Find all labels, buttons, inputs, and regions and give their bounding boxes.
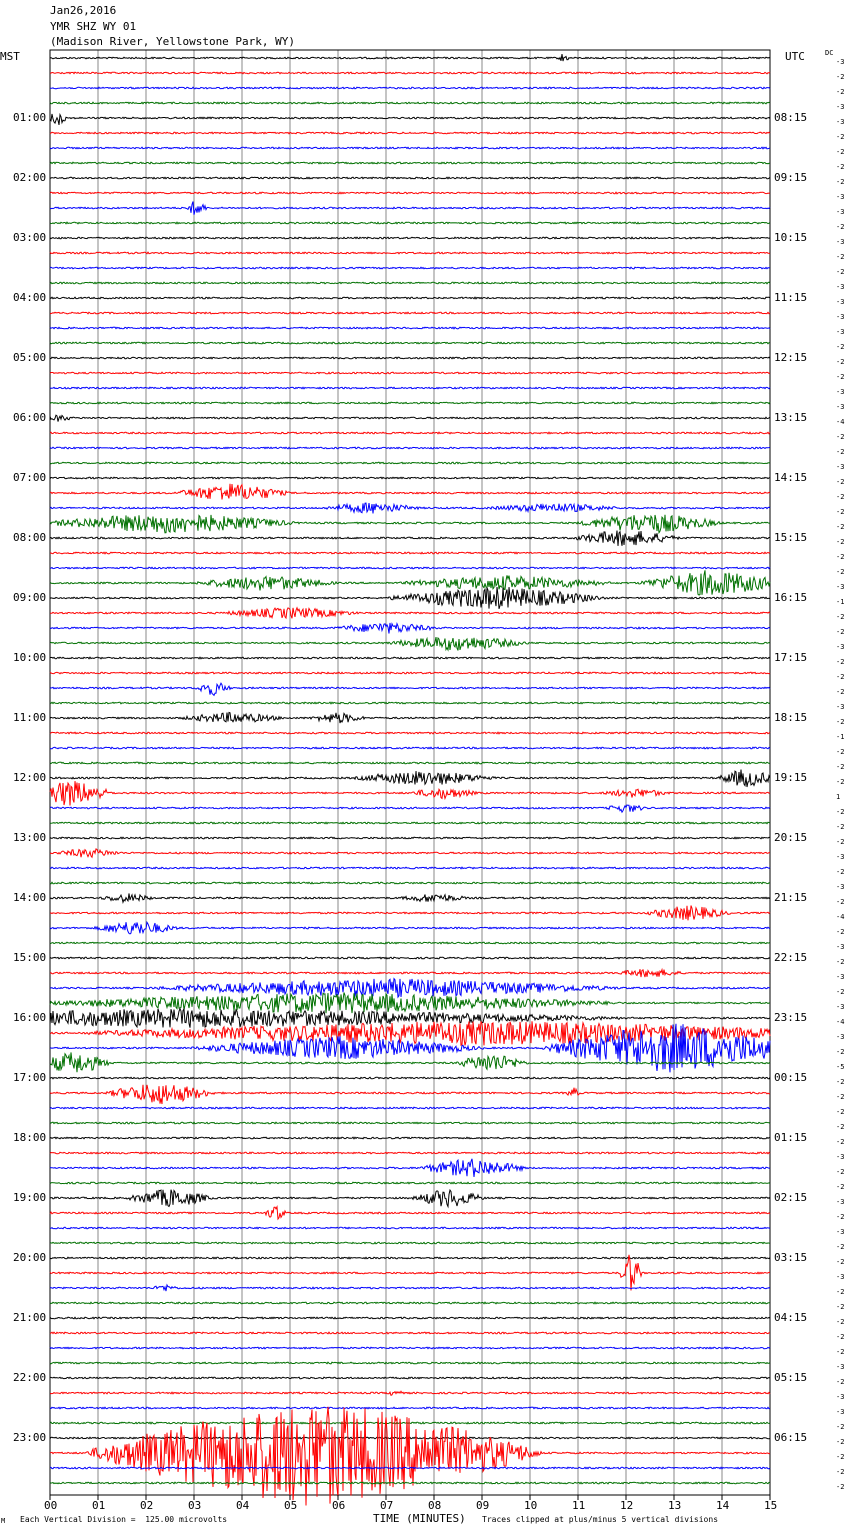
trace-row xyxy=(50,1317,770,1319)
trace-row xyxy=(50,587,770,609)
dc-value: -2 xyxy=(836,988,845,996)
right-hour-label: 21:15 xyxy=(774,891,808,904)
header-station: YMR SHZ WY 01 xyxy=(50,20,137,33)
trace-row xyxy=(50,237,770,239)
right-hour-label: 15:15 xyxy=(774,531,808,544)
dc-value: -2 xyxy=(836,343,845,351)
x-tick-label: 10 xyxy=(524,1499,538,1512)
right-hour-label: 13:15 xyxy=(774,411,808,424)
trace-row xyxy=(50,531,770,546)
dc-value: -2 xyxy=(836,1138,845,1146)
dc-value: -3 xyxy=(836,1408,845,1416)
dc-value: 1 xyxy=(836,793,841,801)
dc-value: -3 xyxy=(836,883,845,891)
dc-value: -2 xyxy=(836,1288,845,1296)
dc-value: -3 xyxy=(836,1153,845,1161)
dc-value: -3 xyxy=(836,1033,845,1041)
trace-row xyxy=(50,762,770,764)
scale-note: Each Vertical Division = 125.00 microvolts xyxy=(20,1515,228,1524)
trace-row xyxy=(50,102,770,104)
dc-value: -2 xyxy=(836,673,845,681)
dc-value: -2 xyxy=(836,898,845,906)
dc-value: -2 xyxy=(836,1348,845,1356)
dc-value: -3 xyxy=(836,1393,845,1401)
trace-row xyxy=(50,805,770,812)
right-hour-label: 22:15 xyxy=(774,951,808,964)
trace-row xyxy=(50,1052,770,1072)
trace-row xyxy=(50,1407,770,1409)
trace-row xyxy=(50,683,770,695)
dc-value: -2 xyxy=(836,253,845,261)
dc-value: -3 xyxy=(836,973,845,981)
dc-value: -2 xyxy=(836,613,845,621)
dc-value: -3 xyxy=(836,943,845,951)
dc-value: -2 xyxy=(836,358,845,366)
trace-row xyxy=(50,1391,770,1395)
dc-value: -1 xyxy=(836,733,845,741)
dc-value: -3 xyxy=(836,463,845,471)
dc-value: -2 xyxy=(836,1468,845,1476)
dc-value: -2 xyxy=(836,1108,845,1116)
x-axis-title: TIME (MINUTES) xyxy=(373,1512,466,1525)
trace-row xyxy=(50,1242,770,1244)
trace-row xyxy=(50,1285,770,1291)
dc-value: -2 xyxy=(836,808,845,816)
right-hour-label: 18:15 xyxy=(774,711,808,724)
dc-value: -2 xyxy=(836,553,845,561)
trace-row xyxy=(50,515,770,533)
right-hour-label: 23:15 xyxy=(774,1011,808,1024)
trace-row xyxy=(50,849,770,857)
trace-row xyxy=(50,402,770,404)
trace-row xyxy=(50,162,770,164)
dc-value: -3 xyxy=(836,208,845,216)
trace-row xyxy=(50,1257,770,1259)
dc-value: -2 xyxy=(836,1258,845,1266)
right-hour-label: 12:15 xyxy=(774,351,808,364)
dc-value: -3 xyxy=(836,1198,845,1206)
trace-row xyxy=(50,54,770,61)
right-hour-label: 02:15 xyxy=(774,1191,808,1204)
dc-value: -2 xyxy=(836,568,845,576)
trace-row xyxy=(50,1122,770,1124)
trace-row xyxy=(50,192,770,194)
trace-row xyxy=(50,297,770,299)
trace-row xyxy=(50,1422,770,1424)
trace-row xyxy=(50,969,770,977)
right-hour-label: 19:15 xyxy=(774,771,808,784)
left-hour-label: 05:00 xyxy=(13,351,47,364)
trace-row xyxy=(50,567,770,569)
trace-row xyxy=(50,570,770,595)
dc-value: -2 xyxy=(836,1438,845,1446)
dc-value: -3 xyxy=(836,388,845,396)
x-tick-label: 09 xyxy=(476,1499,490,1512)
x-tick-label: 03 xyxy=(188,1499,202,1512)
x-tick-label: 00 xyxy=(44,1499,58,1512)
dc-value: -2 xyxy=(836,523,845,531)
dc-value: -3 xyxy=(836,58,845,66)
trace-row xyxy=(50,657,770,659)
trace-row xyxy=(50,882,770,884)
trace-row xyxy=(50,484,770,500)
dc-label: DC xyxy=(825,49,834,57)
dc-value: -2 xyxy=(836,178,845,186)
left-hour-label: 06:00 xyxy=(13,411,47,424)
trace-row xyxy=(50,702,770,704)
left-hour-label: 02:00 xyxy=(13,171,47,184)
right-hour-label: 00:15 xyxy=(774,1071,808,1084)
x-tick-label: 08 xyxy=(428,1499,442,1512)
trace-row xyxy=(50,327,770,329)
trace-row xyxy=(50,837,770,839)
x-tick-label: 13 xyxy=(668,1499,682,1512)
dc-value: -4 xyxy=(836,418,845,426)
trace-row xyxy=(50,979,770,998)
trace-row xyxy=(50,177,770,179)
dc-value: -2 xyxy=(836,538,845,546)
trace-row xyxy=(50,1137,770,1139)
trace-row xyxy=(50,894,770,903)
dc-value: -2 xyxy=(836,148,845,156)
dc-value: -2 xyxy=(836,1303,845,1311)
left-hour-label: 22:00 xyxy=(13,1371,47,1384)
right-hour-label: 09:15 xyxy=(774,171,808,184)
dc-value: -2 xyxy=(836,223,845,231)
dc-value: -2 xyxy=(836,928,845,936)
right-hour-label: 03:15 xyxy=(774,1251,808,1264)
dc-value: -2 xyxy=(836,718,845,726)
dc-value: -2 xyxy=(836,748,845,756)
dc-value: -3 xyxy=(836,118,845,126)
dc-value: -3 xyxy=(836,403,845,411)
dc-value: -2 xyxy=(836,1333,845,1341)
trace-row xyxy=(50,387,770,389)
trace-row xyxy=(50,432,770,434)
trace-row xyxy=(50,372,770,374)
dc-value: -2 xyxy=(836,868,845,876)
right-hour-label: 17:15 xyxy=(774,651,808,664)
left-hour-label: 04:00 xyxy=(13,291,47,304)
left-hour-label: 14:00 xyxy=(13,891,47,904)
dc-value: -2 xyxy=(836,1243,845,1251)
left-hour-label: 15:00 xyxy=(13,951,47,964)
trace-row xyxy=(50,1227,770,1229)
dc-value: -2 xyxy=(836,1483,845,1491)
trace-row xyxy=(50,552,770,554)
trace-row xyxy=(50,1407,770,1506)
dc-value: -2 xyxy=(836,1048,845,1056)
dc-value: -3 xyxy=(836,313,845,321)
dc-value: -2 xyxy=(836,628,845,636)
dc-value: -2 xyxy=(836,1318,845,1326)
dc-value: -3 xyxy=(836,328,845,336)
right-hour-label: 05:15 xyxy=(774,1371,808,1384)
trace-row xyxy=(50,477,770,479)
dc-value: -2 xyxy=(836,838,845,846)
clip-note: Traces clipped at plus/minus 5 vertical divisions xyxy=(482,1515,719,1524)
trace-row xyxy=(50,1482,770,1484)
dc-value: -3 xyxy=(836,298,845,306)
trace-row xyxy=(50,770,770,787)
dc-value: -3 xyxy=(836,1228,845,1236)
dc-value: -2 xyxy=(836,1423,845,1431)
dc-value: -2 xyxy=(836,1183,845,1191)
dc-value: -2 xyxy=(836,268,845,276)
dc-value: -2 xyxy=(836,73,845,81)
x-tick-label: 12 xyxy=(620,1499,634,1512)
x-tick-label: 05 xyxy=(284,1499,298,1512)
right-hour-label: 06:15 xyxy=(774,1431,808,1444)
dc-value: -2 xyxy=(836,1093,845,1101)
x-tick-label: 15 xyxy=(764,1499,778,1512)
left-hour-label: 19:00 xyxy=(13,1191,47,1204)
left-hour-label: 08:00 xyxy=(13,531,47,544)
trace-row xyxy=(50,1302,770,1304)
dc-value: -3 xyxy=(836,643,845,651)
dc-value: -3 xyxy=(836,283,845,291)
trace-row xyxy=(50,1009,770,1028)
dc-value: -2 xyxy=(836,658,845,666)
dc-value: -1 xyxy=(836,598,845,606)
dc-value: -2 xyxy=(836,493,845,501)
trace-row xyxy=(50,867,770,869)
dc-value: -2 xyxy=(836,1123,845,1131)
dc-value: -2 xyxy=(836,1213,845,1221)
x-tick-label: 01 xyxy=(92,1499,106,1512)
trace-row xyxy=(50,503,770,513)
left-hour-label: 03:00 xyxy=(13,231,47,244)
trace-row xyxy=(50,781,770,805)
trace-row xyxy=(50,87,770,89)
dc-value: -2 xyxy=(836,688,845,696)
trace-row xyxy=(50,132,770,134)
right-hour-label: 04:15 xyxy=(774,1311,808,1324)
left-hour-label: 12:00 xyxy=(13,771,47,784)
dc-value: -2 xyxy=(836,88,845,96)
trace-row xyxy=(50,342,770,344)
trace-row xyxy=(50,252,770,254)
trace-row xyxy=(50,147,770,149)
dc-value: -3 xyxy=(836,103,845,111)
left-hour-label: 17:00 xyxy=(13,1071,47,1084)
trace-row xyxy=(50,282,770,284)
trace-row xyxy=(50,1207,770,1219)
left-hour-label: 23:00 xyxy=(13,1431,47,1444)
x-tick-label: 02 xyxy=(140,1499,154,1512)
plot-frame xyxy=(50,50,770,1495)
trace-row xyxy=(50,1152,770,1154)
dc-value: -2 xyxy=(836,1078,845,1086)
dc-value: -2 xyxy=(836,448,845,456)
trace-row xyxy=(50,202,770,215)
dc-value: -2 xyxy=(836,958,845,966)
dc-value: -4 xyxy=(836,913,845,921)
dc-value: -3 xyxy=(836,583,845,591)
left-hour-label: 13:00 xyxy=(13,831,47,844)
trace-row xyxy=(50,672,770,674)
trace-row xyxy=(50,415,770,421)
header-location: (Madison River, Yellowstone Park, WY) xyxy=(50,35,296,48)
trace-row xyxy=(50,1077,770,1079)
dc-value: -5 xyxy=(836,1063,845,1071)
trace-row xyxy=(50,1362,770,1364)
dc-value: -2 xyxy=(836,373,845,381)
trace-row xyxy=(50,222,770,224)
dc-value: -3 xyxy=(836,1003,845,1011)
dc-value: -2 xyxy=(836,823,845,831)
trace-row xyxy=(50,1085,770,1104)
trace-row xyxy=(50,312,770,314)
left-hour-label: 07:00 xyxy=(13,471,47,484)
dc-value: -3 xyxy=(836,1363,845,1371)
x-tick-label: 14 xyxy=(716,1499,730,1512)
trace-row xyxy=(50,72,770,74)
trace-row xyxy=(50,1437,770,1439)
trace-row xyxy=(50,1190,770,1207)
right-hour-label: 14:15 xyxy=(774,471,808,484)
header-date: Jan26,2016 xyxy=(50,4,117,17)
trace-row xyxy=(50,114,770,125)
dc-value: -2 xyxy=(836,763,845,771)
left-hour-label: 01:00 xyxy=(13,111,47,124)
trace-row xyxy=(50,1255,770,1291)
x-tick-label: 04 xyxy=(236,1499,250,1512)
trace-row xyxy=(50,1377,770,1379)
left-hour-label: 10:00 xyxy=(13,651,47,664)
right-hour-label: 20:15 xyxy=(774,831,808,844)
trace-row xyxy=(50,712,770,723)
trace-row xyxy=(50,1107,770,1109)
trace-row xyxy=(50,942,770,944)
left-hour-label: 21:00 xyxy=(13,1311,47,1324)
trace-row xyxy=(50,922,770,934)
left-hour-label: 09:00 xyxy=(13,591,47,604)
trace-row xyxy=(50,357,770,359)
trace-row xyxy=(50,747,770,749)
left-hour-label: 11:00 xyxy=(13,711,47,724)
left-axis-label: MST xyxy=(0,50,20,63)
dc-value: -2 xyxy=(836,1378,845,1386)
trace-row xyxy=(50,906,770,921)
right-axis-label: UTC xyxy=(785,50,805,63)
right-hour-label: 01:15 xyxy=(774,1131,808,1144)
trace-row xyxy=(50,623,770,634)
dc-value: -4 xyxy=(836,1018,845,1026)
dc-value: -3 xyxy=(836,703,845,711)
x-tick-label: 06 xyxy=(332,1499,346,1512)
dc-value: -3 xyxy=(836,853,845,861)
x-tick-label: 07 xyxy=(380,1499,394,1512)
dc-value: -2 xyxy=(836,433,845,441)
trace-row xyxy=(50,732,770,734)
right-hour-label: 11:15 xyxy=(774,291,808,304)
corner-mark: M xyxy=(1,1517,6,1525)
dc-value: -2 xyxy=(836,778,845,786)
right-hour-label: 08:15 xyxy=(774,111,808,124)
dc-value: -3 xyxy=(836,1273,845,1281)
trace-row xyxy=(50,822,770,824)
trace-row xyxy=(50,1332,770,1334)
x-tick-label: 11 xyxy=(572,1499,586,1512)
dc-value: -3 xyxy=(836,193,845,201)
dc-value: -2 xyxy=(836,1453,845,1461)
trace-row xyxy=(50,267,770,269)
right-hour-label: 16:15 xyxy=(774,591,808,604)
trace-row xyxy=(50,462,770,464)
dc-value: -3 xyxy=(836,238,845,246)
dc-value: -2 xyxy=(836,478,845,486)
left-hour-label: 18:00 xyxy=(13,1131,47,1144)
trace-row xyxy=(50,1182,770,1184)
trace-row xyxy=(50,637,770,650)
dc-value: -2 xyxy=(836,508,845,516)
trace-row xyxy=(50,447,770,449)
trace-row xyxy=(50,1347,770,1349)
trace-row xyxy=(50,1159,770,1177)
left-hour-label: 16:00 xyxy=(13,1011,47,1024)
dc-value: -2 xyxy=(836,163,845,171)
trace-row xyxy=(50,608,770,619)
trace-row xyxy=(50,957,770,959)
right-hour-label: 10:15 xyxy=(774,231,808,244)
left-hour-label: 20:00 xyxy=(13,1251,47,1264)
dc-value: -2 xyxy=(836,1168,845,1176)
dc-value: -2 xyxy=(836,133,845,141)
